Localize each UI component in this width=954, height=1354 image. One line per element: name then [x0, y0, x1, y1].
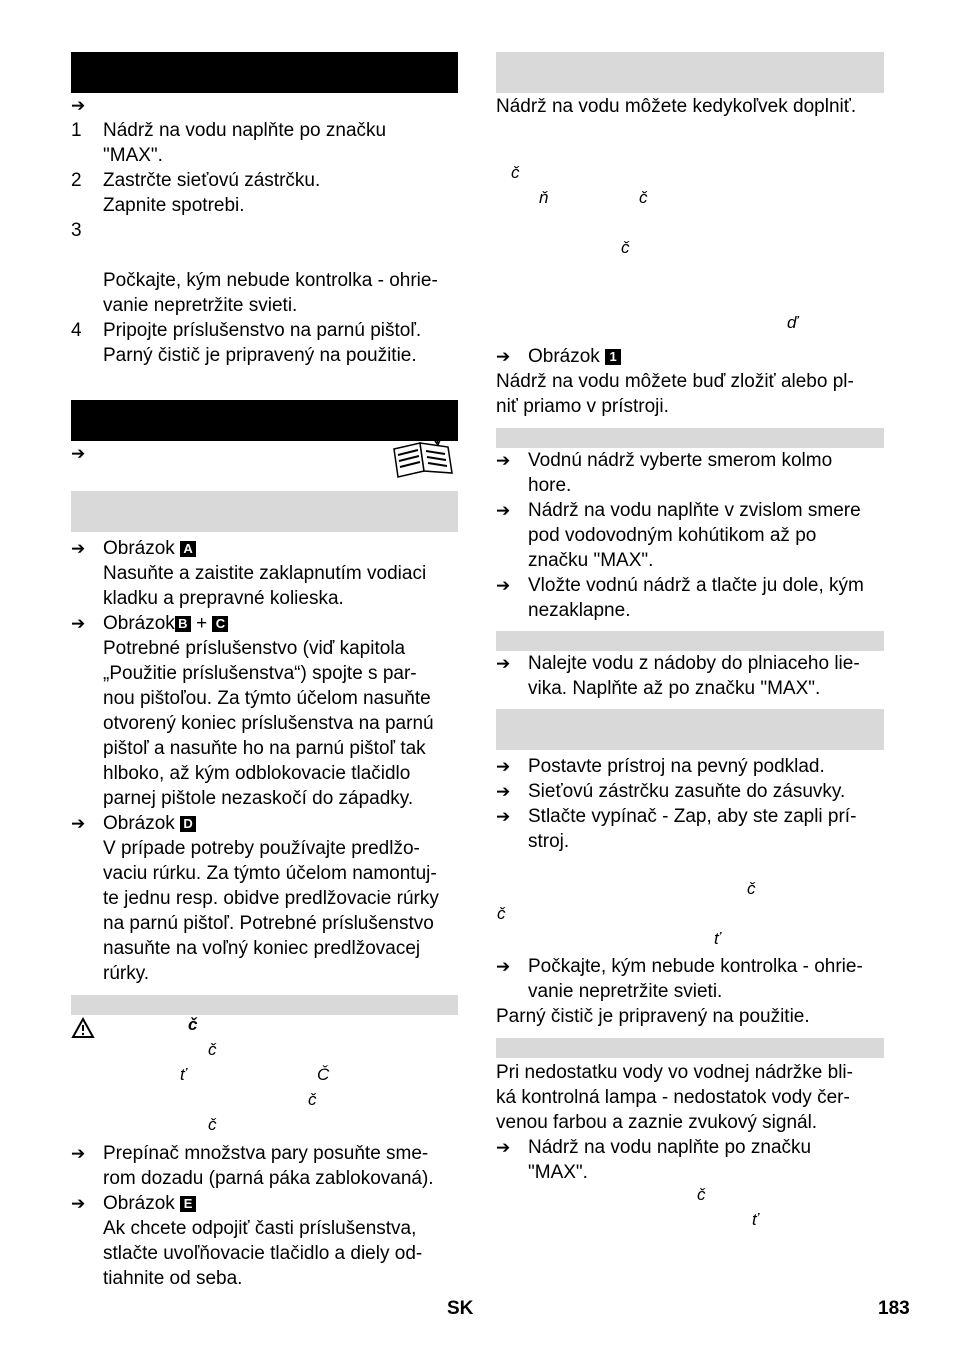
arrow-list-item	[496, 573, 884, 598]
step-text: Parný čistič je pripravený na použitie.	[103, 345, 417, 366]
text-line	[496, 676, 884, 701]
text-line: Počkajte, kým nebude kontrolka - ohrie-	[528, 956, 863, 977]
arrow-icon: ➔	[496, 654, 511, 673]
text-line	[71, 293, 458, 318]
page-number: 183	[878, 1298, 910, 1319]
text-line: Vodnú nádrž vyberte smerom kolmo	[528, 450, 833, 471]
left-column	[71, 52, 458, 1291]
figure-badge-c: C	[212, 616, 228, 632]
arrow-list-item	[496, 498, 884, 523]
numbered-step	[71, 118, 458, 143]
text-fragment: č	[511, 163, 520, 182]
text-fragment: č	[621, 238, 630, 257]
steps-list	[71, 118, 458, 368]
text-fragment: ď	[787, 313, 798, 332]
step-number: 2	[71, 170, 82, 191]
text-line: nasuňte na voľný koniec predlžovacej	[103, 938, 421, 959]
figure-badge-b: B	[175, 616, 191, 632]
text-fragment: č	[308, 1090, 317, 1109]
text-line	[496, 473, 884, 498]
numbered-step	[71, 318, 458, 343]
text-line	[496, 979, 884, 1004]
arrow-list-item	[496, 1135, 884, 1160]
fragment-block	[496, 1185, 884, 1235]
step-text: vanie nepretržite svieti.	[103, 295, 298, 316]
text-line: kladku a prepravné kolieska.	[103, 588, 344, 609]
figure-badge-a: A	[180, 541, 196, 557]
numbered-step	[71, 218, 458, 243]
figure-a-text	[71, 561, 458, 611]
text-line	[71, 1166, 458, 1191]
lever-instruction	[71, 1141, 458, 1191]
arrow-icon: ➔	[496, 501, 511, 520]
arrow-line	[71, 93, 458, 118]
text-line: Sieťovú zástrčku zasuňte do zásuvky.	[528, 781, 846, 802]
figure-badge-e: E	[180, 1196, 196, 1212]
text-fragment: ť	[752, 1210, 759, 1229]
arrow-icon: ➔	[71, 444, 86, 463]
text-line: pod vodovodným kohútikom až po	[528, 525, 817, 546]
step-text: "MAX".	[103, 145, 163, 166]
arrow-icon: ➔	[496, 451, 511, 470]
arrow-list-item	[496, 754, 884, 779]
step-number: 4	[71, 320, 82, 341]
arrow-icon: ➔	[496, 757, 511, 776]
text-line: stlačte uvoľňovacie tlačidlo a diely od-	[103, 1243, 423, 1264]
arrow-icon: ➔	[71, 1194, 86, 1213]
arrow-list-item	[496, 448, 884, 473]
figure-1-text	[496, 369, 884, 419]
start-list	[496, 754, 884, 854]
text-fragment: ň	[539, 188, 549, 207]
right-column	[496, 52, 884, 1235]
arrow-list-item	[71, 1141, 458, 1166]
text-line: značku "MAX".	[528, 550, 654, 571]
text-line	[71, 143, 458, 168]
text-line: V prípade potreby používajte predlžo-	[103, 838, 420, 859]
subsection-header-bar	[71, 491, 458, 532]
tank-fill-list	[496, 448, 884, 623]
arrow-icon: ➔	[71, 1144, 86, 1163]
text-fragment: Č	[317, 1065, 330, 1084]
text-line: vanie nepretržite svieti.	[528, 981, 723, 1002]
text-fragment: ť	[714, 929, 721, 948]
arrow-icon: ➔	[496, 576, 511, 595]
arrow-icon: ➔	[71, 96, 86, 115]
text-line: Nádrž na vodu naplňte v zvislom smere	[528, 500, 861, 521]
fragment-block	[496, 119, 884, 344]
text-fragment: č	[188, 1015, 198, 1034]
subsection-header-bar	[496, 631, 884, 651]
subsection-header-bar	[496, 428, 884, 448]
step-text: Pripojte príslušenstvo na parnú pištoľ.	[103, 320, 422, 341]
arrow-icon: ➔	[71, 814, 86, 833]
text-line: niť priamo v prístroji.	[496, 396, 669, 417]
text-line: Pri nedostatku vody vo vodnej nádržke bli-	[496, 1062, 853, 1083]
step-number: 1	[71, 120, 82, 141]
text-line: parnej pištole nezaskočí do západky.	[103, 788, 414, 809]
text-line: Nasuňte a zaistite zaklapnutím vodiaci	[103, 563, 427, 584]
text-line: vaciu rúrku. Za týmto účelom namontuj-	[103, 863, 437, 884]
text-line: hlboko, až kým odblokovacie tlačidlo	[103, 763, 411, 784]
text-line	[496, 1160, 884, 1185]
step-number: 3	[71, 220, 82, 241]
arrow-icon: ➔	[496, 1138, 511, 1157]
warning-block	[71, 1015, 458, 1141]
figure-e-text	[71, 1216, 458, 1291]
step-text: Počkajte, kým nebude kontrolka - ohrie-	[103, 270, 438, 291]
text-fragment: č	[497, 904, 506, 923]
text-line	[496, 829, 884, 854]
text-fragment: č	[208, 1040, 217, 1059]
subsection-header-bar	[496, 709, 884, 750]
text-line: otvorený koniec príslušenstva na parnú	[103, 713, 434, 734]
figure-d-text	[71, 836, 458, 986]
arrow-line	[71, 441, 458, 487]
text-line: ká kontrolná lampa - nedostatok vody čer-	[496, 1087, 850, 1108]
text-line: rom dozadu (parná páka zablokovaná).	[103, 1168, 434, 1189]
text-line: vika. Naplňte až po značku "MAX".	[528, 678, 821, 699]
water-shortage-instruction	[496, 1135, 884, 1185]
text-line	[71, 268, 458, 293]
text-line: rúrky.	[103, 963, 150, 984]
water-shortage-text	[496, 1060, 884, 1135]
text-line: stroj.	[528, 831, 570, 852]
numbered-step	[71, 168, 458, 193]
text-line: Nádrž na vodu môžete buď zložiť alebo pl-	[496, 371, 854, 392]
text-line: Nádrž na vodu naplňte po značku	[528, 1137, 812, 1158]
text-line	[496, 548, 884, 573]
arrow-list-item	[496, 779, 884, 804]
text-line: nou pištoľou. Za týmto účelom nasuňte	[103, 688, 431, 709]
language-code: SK	[447, 1298, 474, 1319]
arrow-list-item	[496, 651, 884, 676]
text-fragment: č	[697, 1185, 706, 1204]
pour-instruction	[496, 651, 884, 701]
fragment-block	[496, 854, 884, 954]
text-line: hore.	[528, 475, 572, 496]
text-line	[496, 598, 884, 623]
text-fragment: ť	[180, 1065, 187, 1084]
figure-bc-text	[71, 636, 458, 811]
figure-a-ref: ➔ Obrázok A	[71, 536, 458, 561]
text-line: na parnú pištoľ. Potrebné príslušenstvo	[103, 913, 434, 934]
figure-badge-1: 1	[605, 349, 621, 365]
arrow-icon: ➔	[496, 347, 511, 366]
refill-text: Nádrž na vodu môžete kedykoľvek doplniť.	[496, 96, 857, 117]
text-line: Postavte prístroj na pevný podklad.	[528, 756, 825, 777]
figure-bc-ref: ➔ Obrázok B + C	[71, 611, 458, 636]
text-line: pištoľ a nasuňte ho na parnú pištoľ tak	[103, 738, 426, 759]
warning-icon	[71, 1017, 95, 1039]
step-text: Nádrž na vodu naplňte po značku	[103, 120, 387, 141]
arrow-icon: ➔	[496, 807, 511, 826]
text-line: te jednu resp. obidve predlžovacie rúrky	[103, 888, 439, 909]
arrow-icon: ➔	[496, 782, 511, 801]
text-line: Nalejte vodu z nádoby do plniaceho lie-	[528, 653, 860, 674]
step-text: Zapnite spotrebi.	[103, 195, 245, 216]
figure-1-ref: ➔ Obrázok 1	[496, 344, 884, 369]
subsection-header-bar	[496, 52, 884, 93]
text-line: „Použitie príslušenstva“) spojte s par-	[103, 663, 417, 684]
text-line: Stlačte vypínač - Zap, aby ste zapli prí-	[528, 806, 857, 827]
text-line: venou farbou a zaznie zvukový signál.	[496, 1112, 818, 1133]
step-text: Zastrčte sieťovú zástrčku.	[103, 170, 321, 191]
arrow-icon: ➔	[71, 539, 86, 558]
text-fragment: č	[208, 1115, 217, 1134]
text-line: "MAX".	[528, 1162, 588, 1183]
text-line: Vložte vodnú nádrž a tlačte ju dole, kým	[528, 575, 864, 596]
arrow-list-item	[496, 804, 884, 829]
text-line: Prepínač množstva pary posuňte sme-	[103, 1143, 429, 1164]
text-line: Potrebné príslušenstvo (viď kapitola	[103, 638, 406, 659]
text-line: tiahnite od seba.	[103, 1268, 243, 1289]
figure-e-ref: ➔ Obrázok E	[71, 1191, 458, 1216]
manual-book-icon	[390, 435, 458, 479]
arrow-icon: ➔	[71, 614, 86, 633]
arrow-list-item	[496, 954, 884, 979]
text-fragment: č	[639, 188, 648, 207]
ready-text: Parný čistič je pripravený na použitie.	[496, 1006, 810, 1027]
section-header-bar	[71, 52, 458, 93]
figure-d-ref: ➔ Obrázok D	[71, 811, 458, 836]
text-line	[71, 193, 458, 218]
arrow-icon: ➔	[496, 957, 511, 976]
text-line: Ak chcete odpojiť časti príslušenstva,	[103, 1218, 417, 1239]
figure-badge-d: D	[180, 816, 196, 832]
text-line	[496, 523, 884, 548]
subsection-header-bar	[496, 1038, 884, 1058]
text-line: nezaklapne.	[528, 600, 631, 621]
wait-instruction	[496, 954, 884, 1004]
subsection-header-bar	[71, 995, 458, 1015]
text-line	[71, 343, 458, 368]
text-fragment: č	[747, 879, 756, 898]
